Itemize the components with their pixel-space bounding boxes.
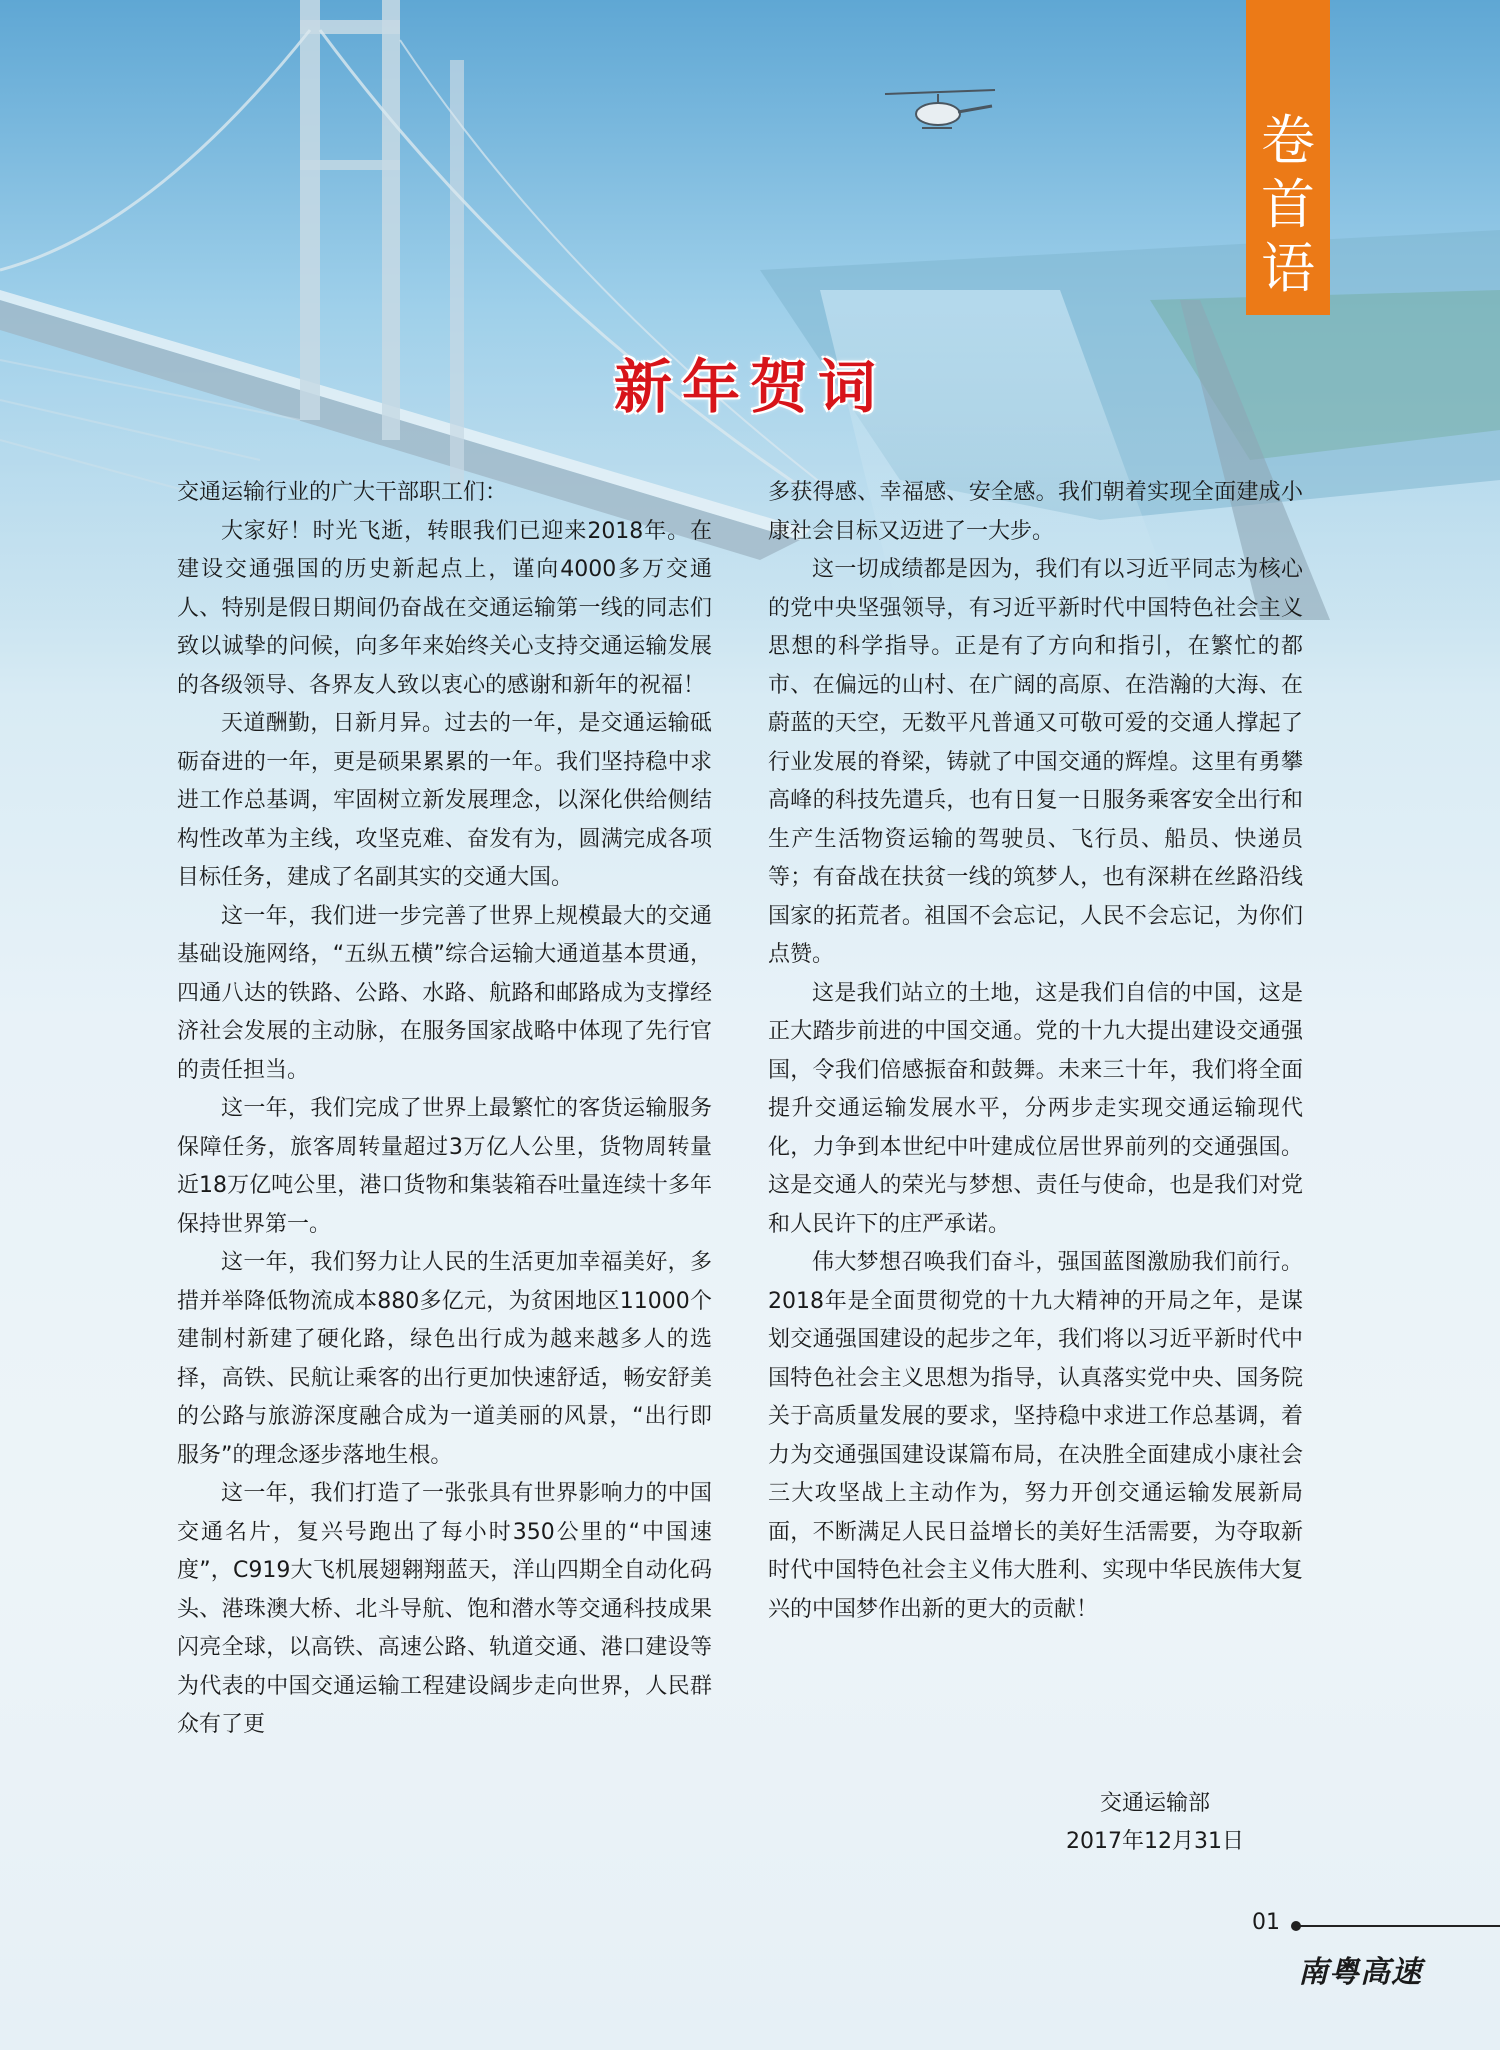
paragraph: 这一年，我们打造了一张张具有世界影响力的中国交通名片，复兴号跑出了每小时350公里的“中国速度”，C919大飞机展翅翱翔蓝天，洋山四期全自动化码头、港珠澳大桥、北斗导航、饱和潜水等交通科技成果闪亮全球，以高铁、高速公路、轨道交通、港口建设等为代表的中国交通运输工程建设阔步走向世界，人民群众有了更 [177, 1481, 712, 1737]
magazine-logo: 南粤高速 [1298, 1955, 1422, 1990]
signature-date: 2017年12月31日 [1066, 1829, 1244, 1854]
page-number: 01 [1252, 1910, 1280, 1935]
article-column-right [768, 474, 1303, 1629]
page-title: 新年贺词 [613, 353, 886, 421]
section-tab-char: 语 [1261, 237, 1315, 300]
article-column-left [177, 474, 712, 1745]
paragraph-continued: 多获得感、幸福感、安全感。我们朝着实现全面建成小康社会目标又迈进了一大步。 [768, 480, 1303, 544]
salutation: 交通运输行业的广大干部职工们： [177, 480, 508, 505]
paragraph: 大家好！时光飞逝，转眼我们已迎来2018年。在建设交通强国的历史新起点上，谨向4000多万交通人、特别是假日期间仍奋战在交通运输第一线的同志们致以诚挚的问候，向多年来始终关心支持交通运输发展的各级领导、各界友人致以衷心的感谢和新年的祝福！ [177, 518, 712, 698]
section-tab-char: 首 [1261, 173, 1315, 236]
paragraph: 这一年，我们努力让人民的生活更加幸福美好，多措并举降低物流成本880多亿元，为贫困地区11000个建制村新建了硬化路，绿色出行成为越来越多人的选择，高铁、民航让乘客的出行更加快速舒适，畅安舒美的公路与旅游深度融合成为一道美丽的风景，“出行即服务”的理念逐步落地生根。 [177, 1250, 712, 1468]
paragraph: 这一切成绩都是因为，我们有以习近平同志为核心的党中央坚强领导，有习近平新时代中国特色社会主义思想的科学指导。正是有了方向和指引，在繁忙的都市、在偏远的山村、在广阔的高原、在浩瀚的大海、在蔚蓝的天空，无数平凡普通又可敬可爱的交通人撑起了行业发展的脊梁，铸就了中国交通的辉煌。这里有勇攀高峰的科技先遣兵，也有日复一日服务乘客安全出行和生产生活物资运输的驾驶员、飞行员、船员、快递员等；有奋战在扶贫一线的筑梦人，也有深耕在丝路沿线国家的拓荒者。祖国不会忘记，人民不会忘记，为你们点赞。 [768, 557, 1303, 967]
paragraph: 天道酬勤，日新月异。过去的一年，是交通运输砥砺奋进的一年，更是硕果累累的一年。我们坚持稳中求进工作总基调，牢固树立新发展理念，以深化供给侧结构性改革为主线，攻坚克难、奋发有为，圆满完成各项目标任务，建成了名副其实的交通大国。 [177, 711, 712, 890]
page-rule [1295, 1925, 1500, 1927]
section-tab [1246, 0, 1330, 315]
signature-organization: 交通运输部 [1099, 1791, 1210, 1816]
paragraph: 这一年，我们完成了世界上最繁忙的客货运输服务保障任务，旅客周转量超过3万亿人公里，货物周转量近18万亿吨公里，港口货物和集装箱吞吐量连续十多年保持世界第一。 [177, 1096, 712, 1237]
helicopter-icon [880, 86, 1000, 136]
paragraph: 这是我们站立的土地，这是我们自信的中国，这是正大踏步前进的中国交通。党的十九大提出建设交通强国，令我们倍感振奋和鼓舞。未来三十年，我们将全面提升交通运输发展水平，分两步走实现交通运输现代化，力争到本世纪中叶建成位居世界前列的交通强国。这是交通人的荣光与梦想、责任与使命，也是我们对党和人民许下的庄严承诺。 [768, 980, 1303, 1237]
section-tab-char: 卷 [1261, 109, 1315, 172]
paragraph: 伟大梦想召唤我们奋斗，强国蓝图激励我们前行。2018年是全面贯彻党的十九大精神的开局之年，是谋划交通强国建设的起步之年，我们将以习近平新时代中国特色社会主义思想为指导，认真落实党中央、国务院关于高质量发展的要求，坚持稳中求进工作总基调，着力为交通强国建设谋篇布局，在决胜全面建成小康社会三大攻坚战上主动作为，努力开创交通运输发展新局面，不断满足人民日益增长的美好生活需要，为夺取新时代中国特色社会主义伟大胜利、实现中华民族伟大复兴的中国梦作出新的更大的贡献！ [768, 1250, 1303, 1622]
paragraph: 这一年，我们进一步完善了世界上规模最大的交通基础设施网络，“五纵五横”综合运输大通道基本贯通，四通八达的铁路、公路、水路、航路和邮路成为支撑经济社会发展的主动脉，在服务国家战略中体现了先行官的责任担当。 [177, 903, 712, 1083]
